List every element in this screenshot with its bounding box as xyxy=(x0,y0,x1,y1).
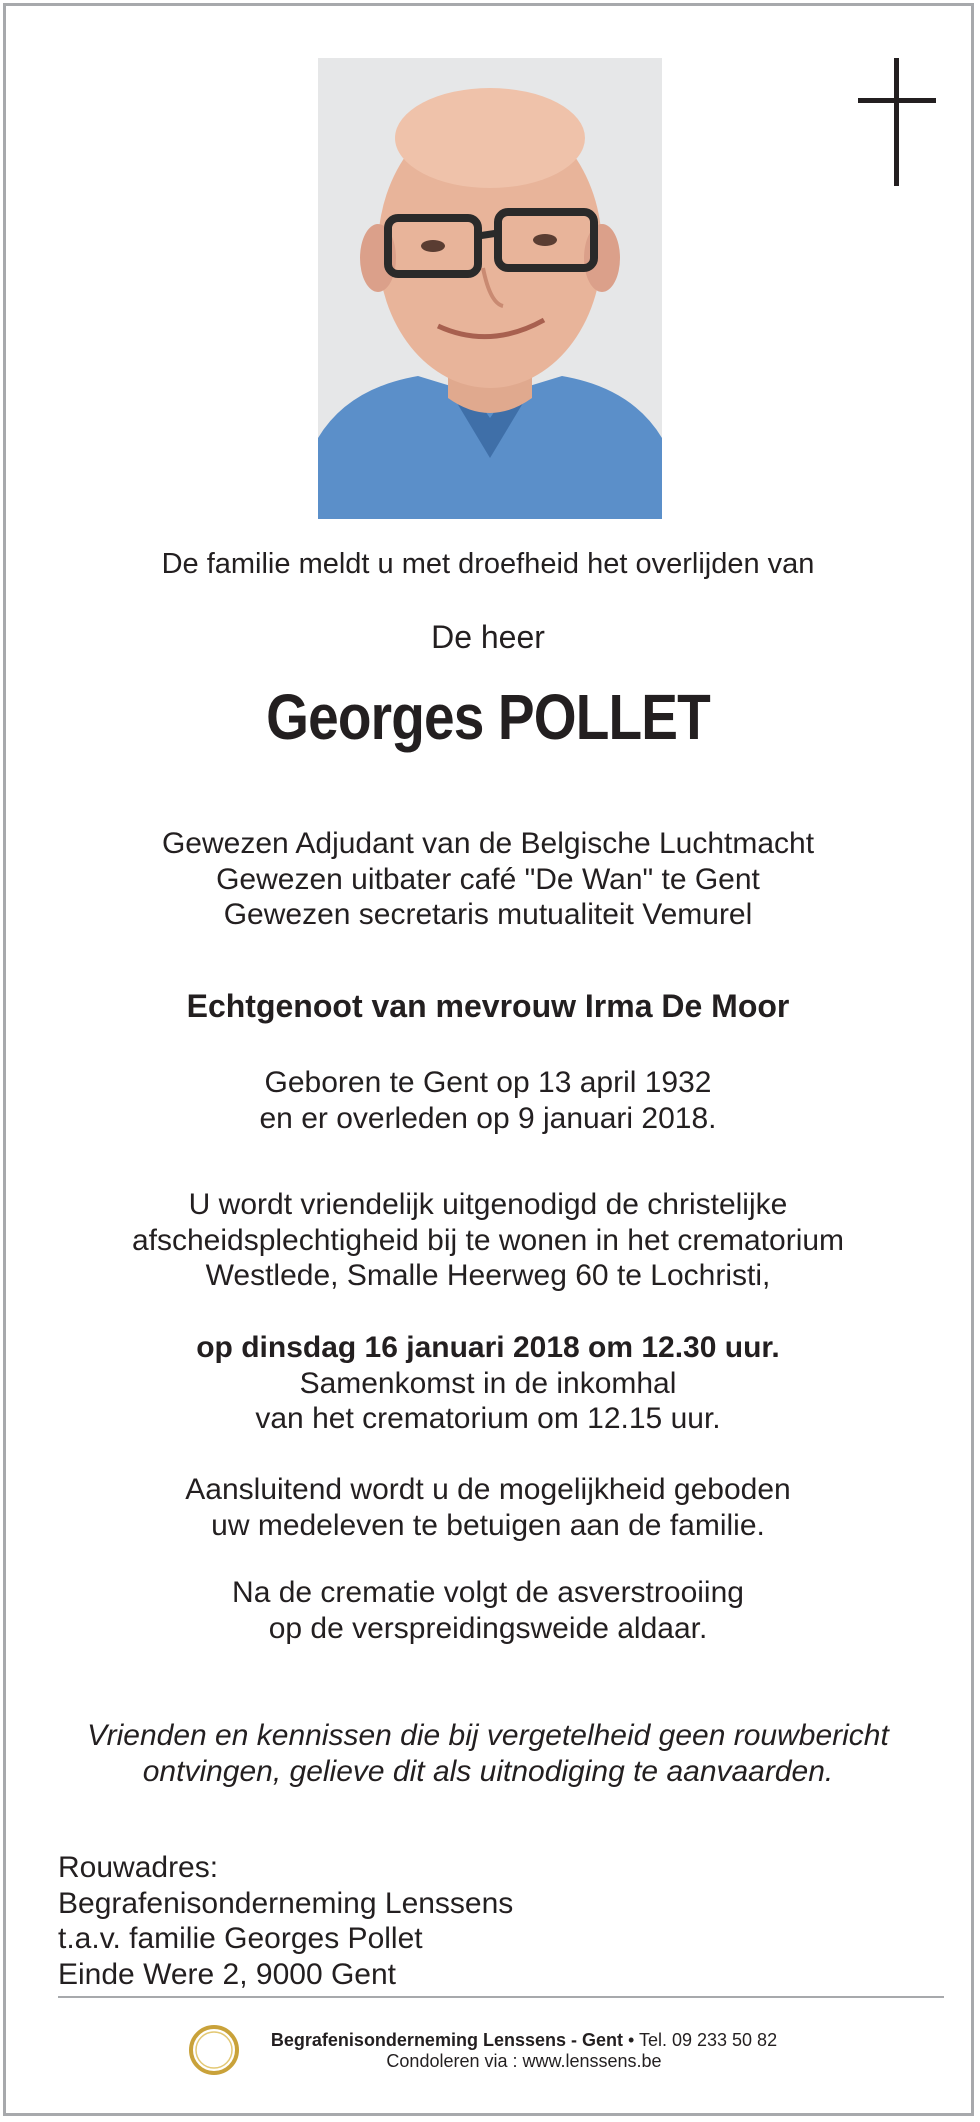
footer-divider xyxy=(58,1996,944,1998)
gathering-line: Samenkomst in de inkomhal xyxy=(299,1366,677,1400)
position-line: Gewezen uitbater café "De Wan" te Gent xyxy=(216,862,760,896)
invitation-line: afscheidsplechtigheid bij te wonen in het crematorium xyxy=(131,1223,845,1257)
positions-list xyxy=(0,826,976,933)
ceremony-date: op dinsdag 16 januari 2018 om 12.30 uur. xyxy=(196,1331,780,1364)
ring-logo-icon xyxy=(188,2024,240,2076)
footer-condolence-link[interactable]: Condoleren via : www.lenssens.be xyxy=(386,2051,662,2071)
condolence-text xyxy=(0,1472,976,1543)
birth-line: Geboren te Gent op 13 april 1932 xyxy=(264,1066,712,1099)
footer-info xyxy=(244,2030,804,2072)
gathering-time: van het crematorium om 12.15 uur. xyxy=(255,1402,721,1435)
condolence-line: Aansluitend wordt u de mogelijkheid geboden xyxy=(185,1473,791,1506)
scattering-line: Na de crematie volgt de asverstrooiing xyxy=(232,1576,744,1609)
footer-separator: • xyxy=(622,2030,639,2050)
spouse-line: Echtgenoot van mevrouw Irma De Moor xyxy=(186,988,790,1024)
intro-text: De familie meldt u met droefheid het overlijden van xyxy=(161,548,815,580)
notice-line: ontvingen, gelieve dit als uitnodiging te aanvaarden. xyxy=(142,1754,834,1788)
address-line: Einde Were 2, 9000 Gent xyxy=(58,1957,396,1991)
cross-icon xyxy=(858,58,936,186)
footer-company: Begrafenisonderneming Lenssens - Gent xyxy=(270,2030,623,2050)
condolence-line: uw medeleven te betuigen aan de familie. xyxy=(211,1508,765,1542)
invitation-notice xyxy=(0,1718,976,1789)
mourning-address xyxy=(58,1850,513,1992)
life-dates xyxy=(0,1065,976,1136)
ceremony-details xyxy=(0,1330,976,1437)
address-line: Begrafenisonderneming Lenssens xyxy=(58,1886,514,1920)
invitation-text xyxy=(0,1187,976,1294)
deceased-name: Georges POLLET xyxy=(266,681,710,753)
address-line: t.a.v. familie Georges Pollet xyxy=(58,1922,423,1955)
position-line: Gewezen Adjudant van de Belgische Luchtmacht xyxy=(161,827,815,860)
honorific: De heer xyxy=(431,619,545,655)
position-line: Gewezen secretaris mutualiteit Vemurel xyxy=(223,898,753,931)
death-line: en er overleden op 9 januari 2018. xyxy=(259,1101,717,1135)
notice-line: Vrienden en kennissen die bij vergetelheid geen rouwbericht xyxy=(87,1719,889,1752)
invitation-line: Westlede, Smalle Heerweg 60 te Lochristi, xyxy=(205,1259,771,1292)
address-heading: Rouwadres: xyxy=(58,1851,219,1884)
scattering-text xyxy=(0,1575,976,1646)
portrait-illustration xyxy=(318,58,662,519)
invitation-line: U wordt vriendelijk uitgenodigd de christelijke xyxy=(188,1188,788,1221)
footer-phone: Tel. 09 233 50 82 xyxy=(638,2030,778,2050)
scattering-line: op de verspreidingsweide aldaar. xyxy=(268,1611,708,1645)
portrait-photo xyxy=(318,58,662,519)
